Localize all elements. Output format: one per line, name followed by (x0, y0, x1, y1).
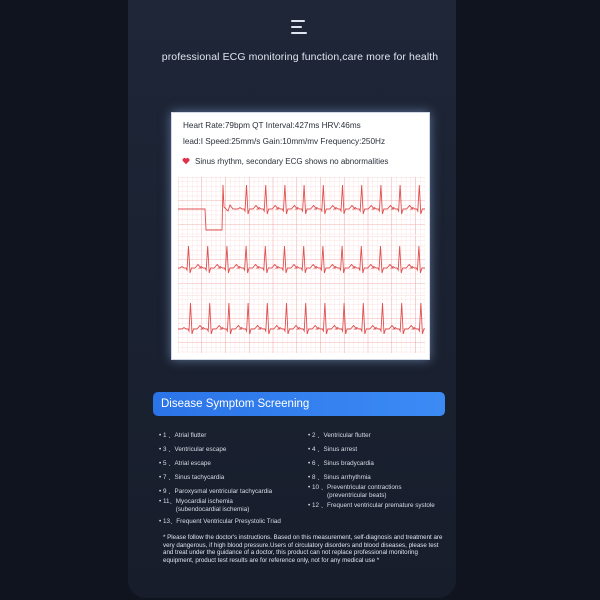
ecg-diagnosis: Sinus rhythm, secondary ECG shows no abnormalities (195, 157, 389, 166)
symptom-label-line: Sinus arrest (323, 446, 358, 453)
ecg-settings-line: lead:I Speed:25mm/s Gain:10mm/mv Frequency:250Hz (183, 137, 386, 146)
symptom-label-line: Atrial flutter (174, 432, 207, 439)
symptom-label-line: (subendocardial ischemia) (175, 505, 250, 513)
symptom-number: • 8 、 (308, 474, 324, 481)
symptom-item (159, 432, 206, 440)
symptom-label (175, 446, 227, 454)
symptom-item (308, 460, 374, 468)
symptom-label (327, 502, 435, 510)
symptom-number: • 10 、 (308, 484, 328, 491)
symptom-label-line: Frequent Ventricular Presystolic Triad (176, 518, 281, 525)
symptom-label-line: Sinus bradycardia (323, 460, 374, 467)
symptom-label (175, 460, 211, 468)
ecg-strip-3 (178, 295, 425, 353)
symptom-label (324, 474, 371, 482)
symptom-label-line: (preventricular beats) (327, 491, 387, 499)
symptom-label (176, 498, 250, 513)
symptom-item (159, 460, 211, 468)
symptom-number: • 4 、 (308, 446, 324, 453)
symptom-item (159, 498, 249, 513)
symptom-label-line: Sinus arrhythmia (323, 474, 371, 481)
symptom-label-line: Ventricular escape (174, 446, 227, 453)
symptom-label-line: Ventricular flutter (323, 432, 371, 439)
ecg-metrics-line: Heart Rate:79bpm QT Interval:427ms HRV:46ms (183, 121, 361, 130)
symptom-number: • 9 、 (159, 488, 175, 495)
symptom-item (159, 446, 226, 454)
symptom-item (308, 484, 402, 499)
ecg-strip-1 (178, 177, 425, 235)
symptom-label (327, 484, 402, 499)
ecg-report-card (171, 112, 430, 360)
tagline: professional ECG monitoring function,care more for health (161, 51, 439, 63)
symptom-label (175, 474, 225, 482)
symptom-number: • 11、 (159, 498, 176, 505)
symptom-number: • 5 、 (159, 460, 175, 467)
symptom-label (324, 432, 371, 440)
symptom-item (308, 446, 357, 454)
symptom-number: • 1 、 (159, 432, 175, 439)
symptom-number: • 3 、 (159, 446, 175, 453)
heart-icon (182, 157, 190, 165)
symptom-label (324, 446, 358, 454)
symptom-item (159, 474, 224, 482)
symptom-item (308, 474, 371, 482)
symptom-label (175, 432, 207, 440)
symptom-label-line: Sinus tachycardia (174, 474, 225, 481)
screening-title: Disease Symptom Screening (153, 392, 445, 416)
symptom-label-line: Paroxysmal ventricular tachycardia (174, 488, 273, 495)
symptom-label (324, 460, 374, 468)
menu-icon[interactable] (291, 20, 309, 34)
symptom-number: • 12 、 (308, 502, 328, 509)
symptom-label-line: Preventricular contractions (327, 484, 402, 491)
symptom-label-line: Atrial escape (174, 460, 211, 467)
symptom-label (176, 518, 281, 526)
symptom-number: • 7 、 (159, 474, 175, 481)
symptom-item (159, 488, 272, 496)
symptom-label-line: Myocardial ischemia (175, 498, 233, 505)
symptom-label (175, 488, 273, 496)
symptom-number: • 2 、 (308, 432, 324, 439)
disclaimer: * Please follow the doctor's instructions. Based on this measurement, self-diagnosis and treatment are very dangerous, if high blood pressure.Users of circulatory disorders and blood diseases, please test and treat under the guidance of a doctor, this product can not replace professional monitoring equipment, product test results are for reference only, not for any medical use * (163, 534, 443, 564)
symptom-item (308, 432, 371, 440)
symptom-label-line: Frequent ventricular premature systole (327, 502, 435, 509)
ecg-strip-2 (178, 236, 425, 294)
symptom-item (308, 502, 435, 510)
symptom-item (159, 518, 281, 526)
symptom-number: • 13、 (159, 518, 177, 525)
symptom-number: • 6 、 (308, 460, 324, 467)
